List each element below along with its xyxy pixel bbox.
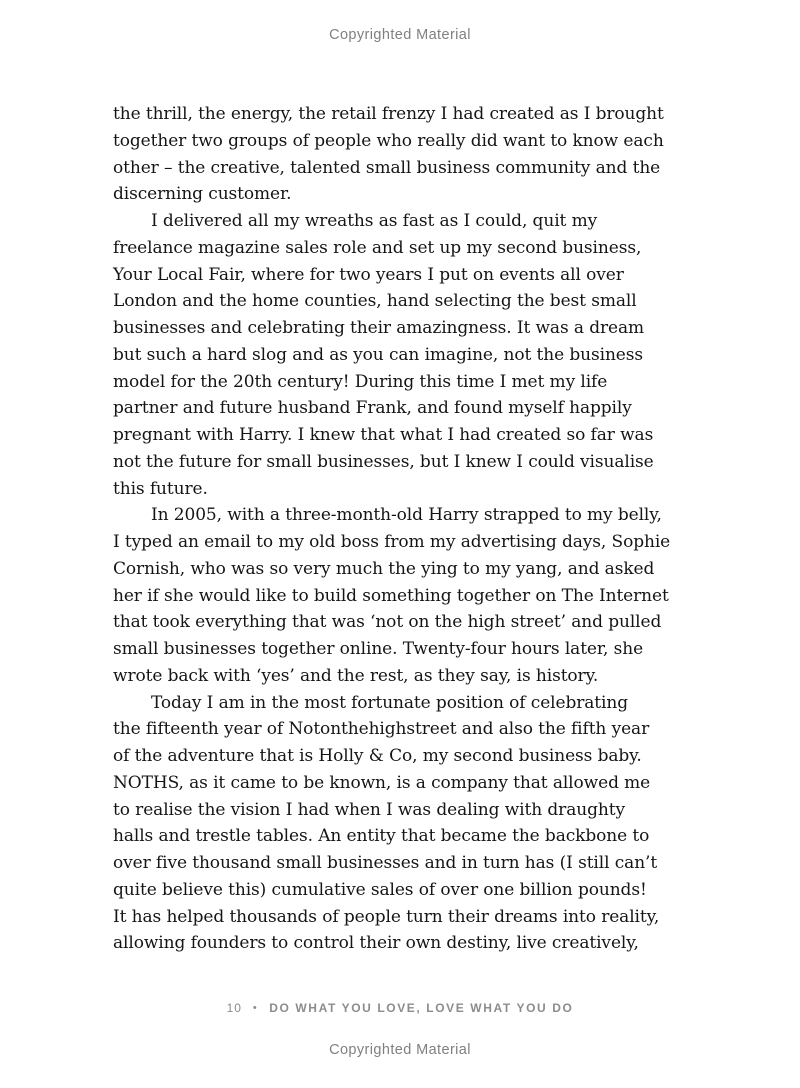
text-line: partner and future husband Frank, and found myself happily [113, 398, 632, 419]
text-line: freelance magazine sales role and set up my second business, [113, 237, 642, 258]
paragraph [113, 690, 693, 958]
text-line: not the future for small businesses, but I knew I could visualise [113, 451, 654, 472]
text-line: NOTHS, as it came to be known, is a company that allowed me [113, 772, 651, 793]
running-title: DO WHAT YOU LOVE, LOVE WHAT YOU DO [269, 1001, 574, 1015]
text-line: to realise the vision I had when I was dealing with draughty [113, 799, 625, 820]
text-line: her if she would like to build something together on The Internet [113, 585, 669, 606]
text-line: wrote back with ‘yes’ and the rest, as they say, is history. [113, 665, 599, 686]
text-line: businesses and celebrating their amazingness. It was a dream [113, 318, 645, 338]
text-line: I delivered all my wreaths as fast as I could, quit my [151, 211, 598, 231]
text-line: It has helped thousands of people turn their dreams into reality, [113, 906, 660, 927]
text-line: the fifteenth year of Notonthehighstreet and also the fifth year [113, 719, 650, 740]
text-line: over five thousand small businesses and in turn has (I still can’t [113, 853, 658, 873]
running-footer [0, 1001, 800, 1015]
copyright-notice-bottom: Copyrighted Material [329, 1042, 471, 1058]
text-line: pregnant with Harry. I knew that what I had created so far was [113, 425, 654, 445]
bullet-separator: • [252, 1002, 259, 1014]
text-line: quite believe this) cumulative sales of over one billion pounds! [113, 879, 647, 900]
text-line: allowing founders to control their own destiny, live creatively, [113, 933, 639, 954]
text-line: discerning customer. [113, 184, 292, 205]
text-line: I typed an email to my old boss from my advertising days, Sophie [113, 532, 671, 552]
text-line: In 2005, with a three-month-old Harry strapped to my belly, [151, 505, 662, 526]
text-line: model for the 20th century! During this time I met my life [113, 371, 608, 392]
text-line: this future. [113, 478, 208, 499]
text-line: but such a hard slog and as you can imagine, not the business [113, 344, 644, 365]
text-line: other – the creative, talented small business community and the [113, 157, 661, 178]
text-line: together two groups of people who really did want to know each [113, 130, 664, 151]
text-line: the thrill, the energy, the retail frenzy I had created as I brought [113, 104, 664, 124]
page-number: 10 [226, 1001, 242, 1015]
text-line: that took everything that was ‘not on the high street’ and pulled [113, 612, 662, 633]
text-line: Your Local Fair, where for two years I put on events all over [113, 264, 624, 285]
paragraph [113, 502, 693, 689]
page-body [113, 101, 693, 957]
text-line: Today I am in the most fortunate position of celebrating [151, 692, 629, 713]
paragraph [113, 208, 693, 502]
text-line: London and the home counties, hand selecting the best small [113, 291, 637, 312]
paragraph [113, 101, 693, 208]
text-line: of the adventure that is Holly & Co, my second business baby. [113, 746, 642, 766]
copyright-notice-top: Copyrighted Material [329, 27, 471, 43]
text-line: small businesses together online. Twenty-four hours later, she [113, 639, 644, 659]
text-line: halls and trestle tables. An entity that became the backbone to [113, 826, 650, 847]
text-line: Cornish, who was so very much the ying to my yang, and asked [113, 558, 655, 579]
